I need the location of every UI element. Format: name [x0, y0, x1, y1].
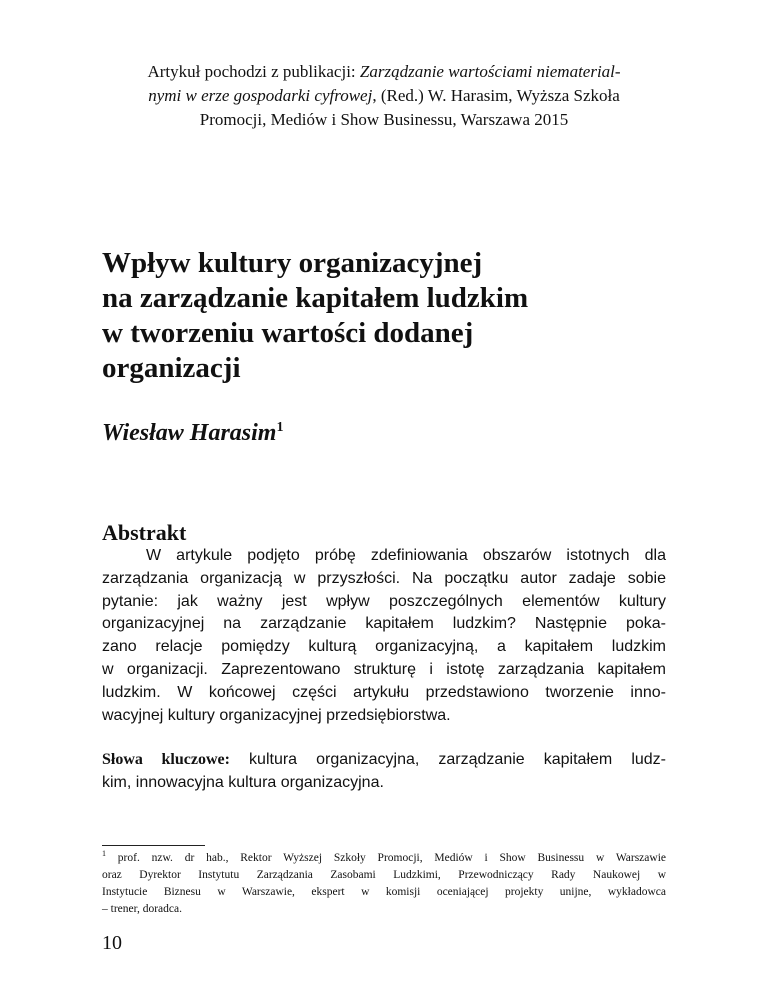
- footnote: [102, 850, 666, 918]
- title-line: organizacji: [102, 352, 241, 384]
- abstract-heading: Abstrakt: [102, 520, 187, 545]
- footnote-divider: [102, 845, 205, 846]
- page-number: 10: [102, 932, 122, 954]
- book-title-part-2: nymi w erze gospodarki cyfrowej: [148, 86, 373, 105]
- footnote-line: Instytucie Biznesu w Warszawie, ekspert w komisji oceniającej projekty unijne, wykładowca: [102, 886, 666, 898]
- abstract-text: [102, 545, 666, 727]
- keywords: [102, 748, 666, 794]
- abstract-line: zarządzania organizacją w przyszłości. Na początku autor zadaje sobie: [102, 569, 666, 587]
- publication-note-line-2: nymi w erze gospodarki cyfrowej, (Red.) W. Harasim, Wyższa Szkoła: [148, 86, 620, 105]
- footnote-line: – trener, doradca.: [102, 903, 182, 915]
- book-title-part-1: Zarządzanie wartościami niematerial-: [359, 62, 621, 81]
- author-name: Wiesław Harasim$^1$: [102, 420, 284, 446]
- keywords-line-1: Słowa kluczowe: kultura organizacyjna, zarządzanie kapitałem ludz-: [102, 751, 666, 768]
- article-title: [102, 246, 662, 386]
- abstract-line: pytanie: jak ważny jest wpływ poszczególnych elementów kultury: [102, 592, 666, 610]
- title-line: na zarządzanie kapitałem ludzkim: [102, 282, 529, 314]
- footnote-line: oraz Dyrektor Instytutu Zarządzania Zasobami Ludzkimi, Przewodniczący Rady Naukowej w: [102, 869, 666, 881]
- abstract-line: organizacyjnej na zarządzanie kapitałem ludzkim? Następnie poka-: [102, 615, 666, 633]
- keywords-label: Słowa kluczowe:: [102, 751, 230, 768]
- abstract-line: ludzkim. W końcowej części artykułu przedstawiono tworzenie inno-: [102, 683, 666, 701]
- abstract-line: wacyjnej kultury organizacyjnej przedsiębiorstwa.: [102, 706, 451, 724]
- footnote-line: $^1$ prof. nzw. dr hab., Rektor Wyższej Szkoły Promocji, Mediów i Show Businessu w Warszawie: [102, 849, 666, 864]
- abstract-line: w organizacji. Zaprezentowano strukturę i istotę zarządzania kapitałem: [102, 660, 666, 678]
- footnote-marker: 1: [102, 849, 106, 859]
- publication-note-line-1: Artykuł pochodzi z publikacji: Zarządzanie wartościami niematerial-: [147, 62, 621, 81]
- abstract-line: zano relacje pomiędzy kulturą organizacyjną, a kapitałem ludzkim: [102, 638, 666, 656]
- publication-note-line-3: Promocji, Mediów i Show Businessu, Warszawa 2015: [199, 110, 569, 129]
- author-footnote-marker: 1: [276, 420, 284, 435]
- title-line: Wpływ kultury organizacyjnej: [102, 247, 483, 279]
- keywords-line-2: kim, innowacyjna kultura organizacyjna.: [102, 774, 384, 791]
- title-line: w tworzeniu wartości dodanej: [102, 317, 474, 349]
- publication-note: [100, 60, 668, 132]
- abstract-line: W artykule podjęto próbę zdefiniowania obszarów istotnych dla: [146, 547, 666, 564]
